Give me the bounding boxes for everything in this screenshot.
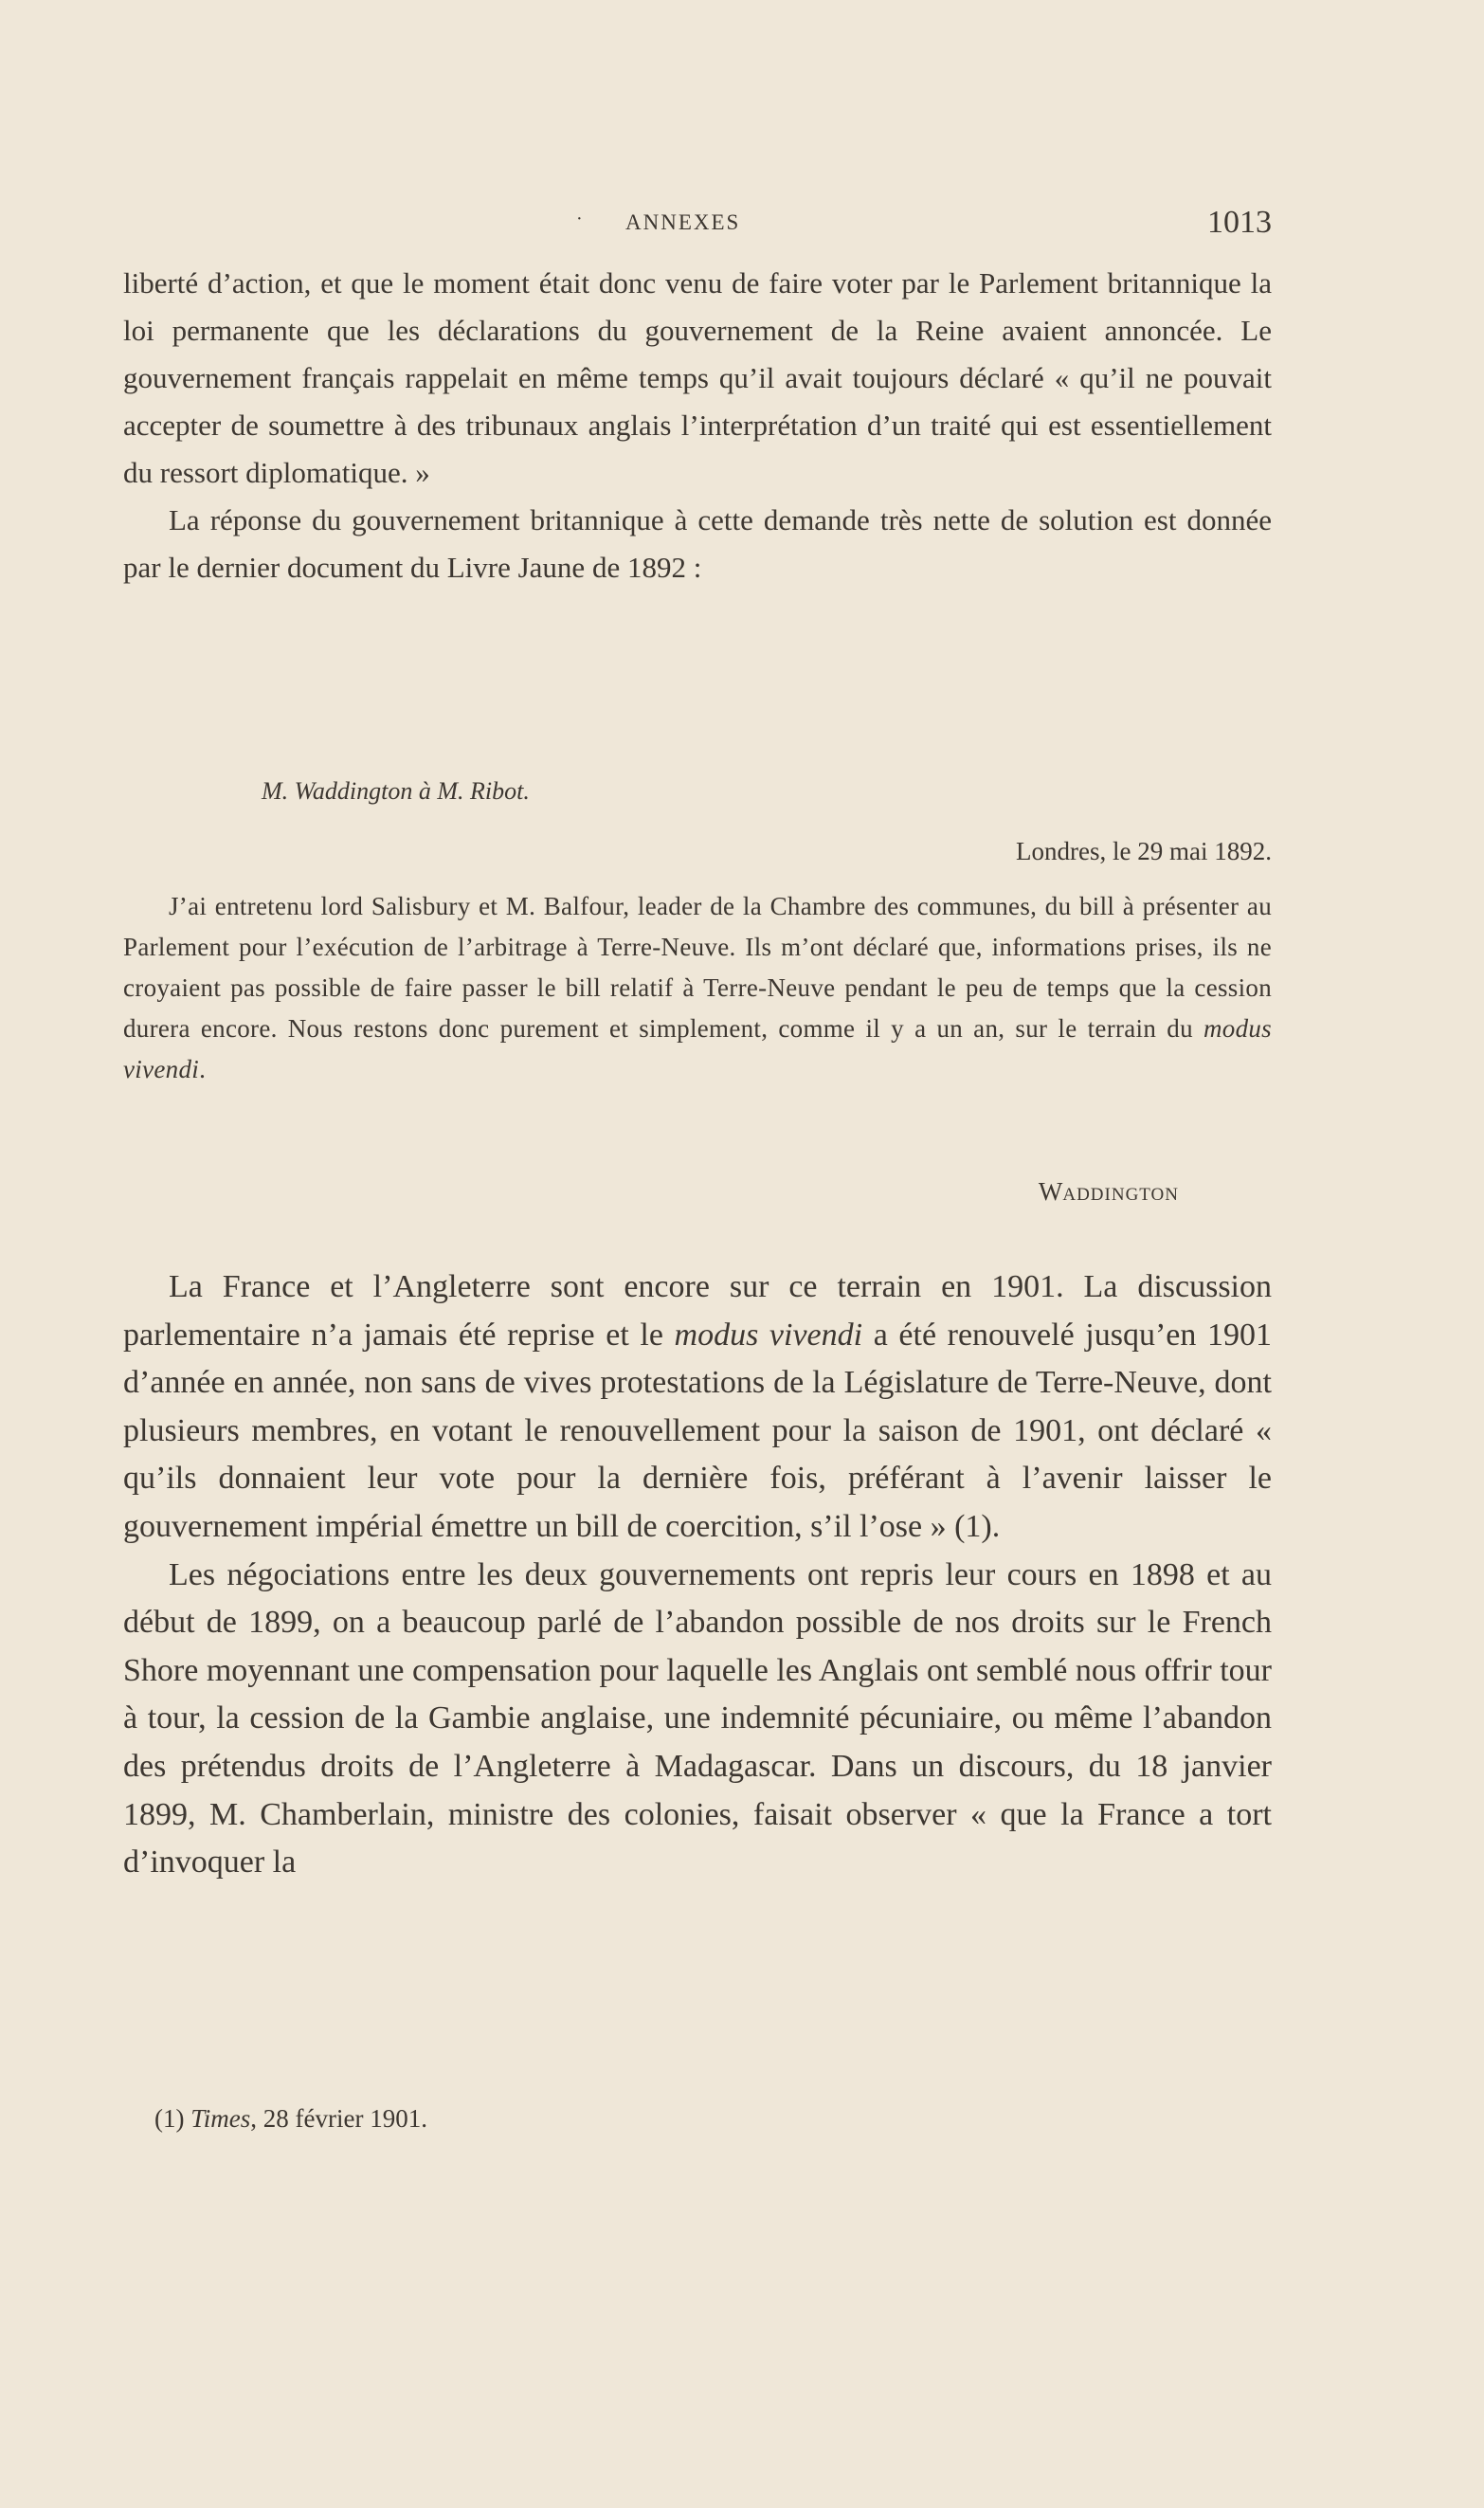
- top-text: [123, 260, 1272, 591]
- letter-text-end: .: [199, 1055, 207, 1083]
- main-text: [123, 1263, 1272, 1887]
- letter-heading: M. Waddington à M. Ribot.: [262, 777, 530, 805]
- paragraph-1901-b: a été renouvelé jusqu’en 1901 d’année en année, non sans de vives protestations de la Législature de Terre-Neuve, dont plusieurs membres, en votant le renouvellement pour la saison de 1901, ont déclaré « qu’ils donnaient leur vote pour la dernière fois, préférant à l’avenir laisser le gouvernement impérial émettre un bill de coercition, s’il l’ose » (1).: [123, 1317, 1272, 1544]
- letter-text: J’ai entretenu lord Salisbury et M. Balfour, leader de la Chambre des communes, du bill à présenter au Parlement pour l’exécution de l’arbitrage à Terre-Neuve. Ils m’ont déclaré que, informations prises, ils ne croyaient pas possible de faire passer le bill relatif à Terre-Neuve pendant le peu de temps que la cession durera encore. Nous restons donc purement et simplement, comme il y a un an, sur le terrain du: [123, 892, 1272, 1043]
- paragraph-negotiations: Les négociations entre les deux gouvernements ont repris leur cours en 1898 et au début de 1899, on a beaucoup parlé de l’abandon possible de nos droits sur le French Shore moyennant une compensation pour laquelle les Anglais ont semblé nous offrir tour à tour, la cession de la Gambie anglaise, une indemnité pécuniaire, ou même l’abandon des prétendus droits de l’Angleterre à Madagascar. Dans un discours, du 18 janvier 1899, M. Chamberlain, ministre des colonies, faisait observer « que la France a tort d’invoquer la: [123, 1556, 1272, 1881]
- letter-italic: modus vivendi: [123, 1014, 1272, 1083]
- header-dot: ·: [576, 209, 583, 229]
- footnote-source: Times: [190, 2104, 251, 2133]
- paragraph-1901: [123, 1263, 1272, 1552]
- paragraph-1901-a: La France et l’Angleterre sont encore sur ce terrain en 1901. La discussion parlementaire n’a jamais été reprise et le: [123, 1269, 1272, 1353]
- footnote-rest: , 28 février 1901.: [250, 2104, 427, 2133]
- letter-signature: [1039, 1177, 1179, 1207]
- paragraph-response: La réponse du gouvernement britannique à cette demande très nette de solution est donnée par le dernier document du Livre Jaune de 1892 :: [123, 503, 1272, 584]
- paragraph-1901-italic: modus vivendi: [674, 1317, 863, 1353]
- header-title: ANNEXES: [625, 210, 741, 234]
- paragraph-continuation: liberté d’action, et que le moment était donc venu de faire voter par le Parlement britannique la loi permanente que les déclarations du gouvernement de la Reine avaient annoncée. Le gouvernement français rappelait en même temps qu’il avait toujours déclaré « qu’il ne pouvait accepter de soumettre à des tribunaux anglais l’interprétation d’un traité qui est essentiellement du ressort diplomatique. »: [123, 266, 1272, 489]
- running-header: [123, 205, 1272, 248]
- page-number: 1013: [1207, 205, 1272, 240]
- signature-initial: W: [1038, 1177, 1063, 1206]
- letter-date: Londres, le 29 mai 1892.: [1016, 837, 1272, 865]
- letter-paragraph: [123, 886, 1272, 1090]
- footnote-marker: (1): [154, 2104, 191, 2133]
- footnote: [154, 2104, 427, 2134]
- signature-rest: ADDINGTON: [1062, 1185, 1179, 1205]
- letter-body: [123, 886, 1272, 1090]
